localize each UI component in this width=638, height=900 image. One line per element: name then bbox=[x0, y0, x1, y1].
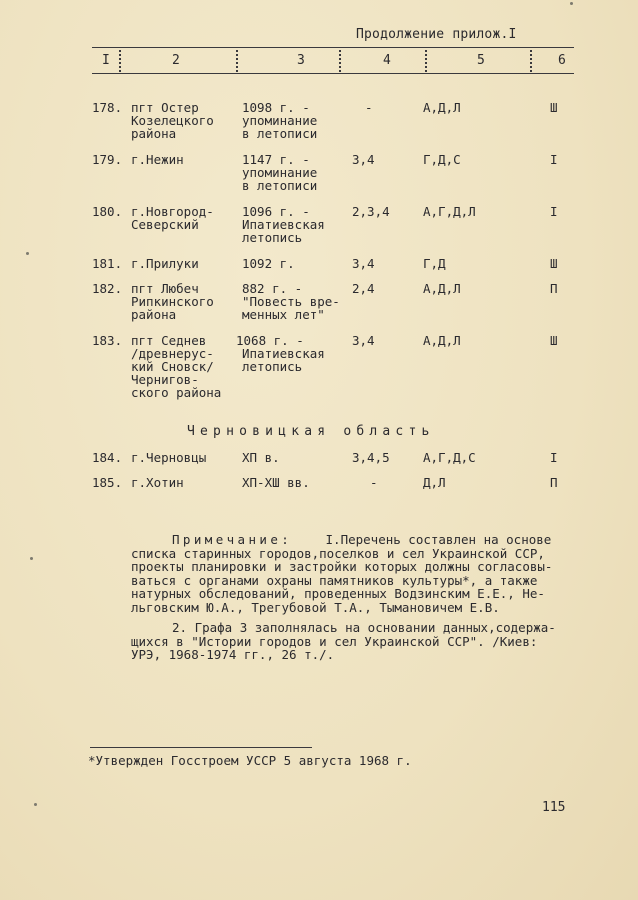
column-6-value: I bbox=[550, 204, 558, 219]
column-header-6: 6 bbox=[558, 53, 566, 68]
note-line: ваться с органами охраны памятников культуры*, а также bbox=[131, 573, 538, 588]
column-4-value: 3,4 bbox=[352, 152, 375, 167]
date-line: ХП-ХШ вв. bbox=[242, 475, 310, 490]
place-line: г.Новгород- bbox=[131, 204, 214, 219]
column-4-value: 3,4,5 bbox=[352, 450, 390, 465]
row-number: 183. bbox=[92, 333, 123, 348]
column-header-3: 3 bbox=[297, 53, 305, 68]
note-heading: Примечание: bbox=[172, 532, 293, 547]
column-4-value: 3,4 bbox=[352, 256, 375, 271]
row-number: 178. bbox=[92, 100, 123, 115]
place-line: кий Сновск/ bbox=[131, 359, 214, 374]
place-line: г.Хотин bbox=[131, 475, 184, 490]
note-line: щихся в "Истории городов и сел Украинской ССР". /Киев: bbox=[131, 634, 538, 649]
column-4-value: - bbox=[370, 475, 378, 490]
row-number: 182. bbox=[92, 281, 123, 296]
note-line: натурных обследований, проведенных Водзинским Е.Е., Не- bbox=[131, 586, 545, 601]
table-header-rule bbox=[92, 73, 574, 74]
paper-speck bbox=[570, 2, 573, 5]
column-6-value: Ш bbox=[550, 333, 558, 348]
column-6-value: П bbox=[550, 475, 558, 490]
column-header-1: I bbox=[102, 53, 110, 68]
row-number: 180. bbox=[92, 204, 123, 219]
column-5-value: Д,Л bbox=[423, 475, 446, 490]
row-number: 184. bbox=[92, 450, 123, 465]
place-line: ского района bbox=[131, 385, 222, 400]
column-5-value: А,Д,Л bbox=[423, 100, 461, 115]
place-line: Рипкинского bbox=[131, 294, 214, 309]
column-5-value: А,Д,Л bbox=[423, 333, 461, 348]
date-line: упоминание bbox=[242, 165, 318, 180]
note-line: проекты планировки и застройки которых должны согласовы- bbox=[131, 559, 553, 574]
column-separator bbox=[339, 50, 341, 72]
column-5-value: Г,Д bbox=[423, 256, 446, 271]
column-separator bbox=[236, 50, 238, 72]
date-line: ХП в. bbox=[242, 450, 280, 465]
paper-speck bbox=[34, 803, 37, 806]
date-line: летопись bbox=[242, 230, 303, 245]
date-line: Ипатиевская bbox=[242, 346, 325, 361]
note-line: I.Перечень составлен на основе bbox=[318, 532, 552, 547]
row-number: 181. bbox=[92, 256, 123, 271]
place-line: пгт Седнев bbox=[131, 333, 207, 348]
continuation-title: Продолжение прилож.I bbox=[356, 27, 517, 42]
column-6-value: П bbox=[550, 281, 558, 296]
place-line: Чернигов- bbox=[131, 372, 199, 387]
column-6-value: I bbox=[550, 450, 558, 465]
date-line: 1068 г. - bbox=[236, 333, 304, 348]
column-5-value: А,Д,Л bbox=[423, 281, 461, 296]
column-5-value: А,Г,Д,Л bbox=[423, 204, 476, 219]
column-6-value: Ш bbox=[550, 100, 558, 115]
page-number: 115 bbox=[542, 800, 566, 815]
table-top-rule bbox=[92, 47, 574, 48]
column-5-value: А,Г,Д,С bbox=[423, 450, 476, 465]
place-line: пгт Остер bbox=[131, 100, 199, 115]
column-header-4: 4 bbox=[383, 53, 391, 68]
place-line: Северский bbox=[131, 217, 199, 232]
footnote: *Утвержден Госстроем УССР 5 августа 1968 г. bbox=[88, 753, 412, 768]
footnote-rule bbox=[90, 747, 312, 748]
place-line: г.Нежин bbox=[131, 152, 184, 167]
date-line: 1096 г. - bbox=[242, 204, 310, 219]
row-number: 185. bbox=[92, 475, 123, 490]
place-line: пгт Любеч bbox=[131, 281, 199, 296]
place-line: /древнерус- bbox=[131, 346, 214, 361]
date-line: 1098 г. - bbox=[242, 100, 310, 115]
date-line: 1092 г. bbox=[242, 256, 295, 271]
column-4-value: - bbox=[365, 100, 373, 115]
column-separator bbox=[119, 50, 121, 72]
date-line: 882 г. - bbox=[242, 281, 303, 296]
paper-speck bbox=[30, 557, 33, 560]
place-line: г.Черновцы bbox=[131, 450, 207, 465]
date-line: менных лет" bbox=[242, 307, 325, 322]
row-number: 179. bbox=[92, 152, 123, 167]
date-line: в летописи bbox=[242, 126, 318, 141]
place-line: района bbox=[131, 307, 177, 322]
column-4-value: 2,3,4 bbox=[352, 204, 390, 219]
place-line: г.Прилуки bbox=[131, 256, 199, 271]
date-line: в летописи bbox=[242, 178, 318, 193]
date-line: упоминание bbox=[242, 113, 318, 128]
column-header-5: 5 bbox=[477, 53, 485, 68]
place-line: Козелецкого bbox=[131, 113, 214, 128]
column-5-value: Г,Д,С bbox=[423, 152, 461, 167]
paper-speck bbox=[26, 252, 29, 255]
date-line: летопись bbox=[242, 359, 303, 374]
column-6-value: Ш bbox=[550, 256, 558, 271]
note-line: списка старинных городов,поселков и сел Украинской ССР, bbox=[131, 546, 545, 561]
date-line: Ипатиевская bbox=[242, 217, 325, 232]
column-6-value: I bbox=[550, 152, 558, 167]
column-4-value: 3,4 bbox=[352, 333, 375, 348]
note-line: 2. Графа 3 заполнялась на основании данных,содержа- bbox=[172, 620, 556, 635]
place-line: района bbox=[131, 126, 177, 141]
column-header-2: 2 bbox=[172, 53, 180, 68]
region-heading: Черновицкая область bbox=[187, 424, 435, 439]
column-separator bbox=[425, 50, 427, 72]
column-separator bbox=[530, 50, 532, 72]
note-line: УРЭ, 1968-1974 гг., 26 т./. bbox=[131, 647, 335, 662]
date-line: "Повесть вре- bbox=[242, 294, 340, 309]
date-line: 1147 г. - bbox=[242, 152, 310, 167]
note-line: льговским Ю.А., Трегубовой Т.А., Тымановичем Е.В. bbox=[131, 600, 500, 615]
column-4-value: 2,4 bbox=[352, 281, 375, 296]
